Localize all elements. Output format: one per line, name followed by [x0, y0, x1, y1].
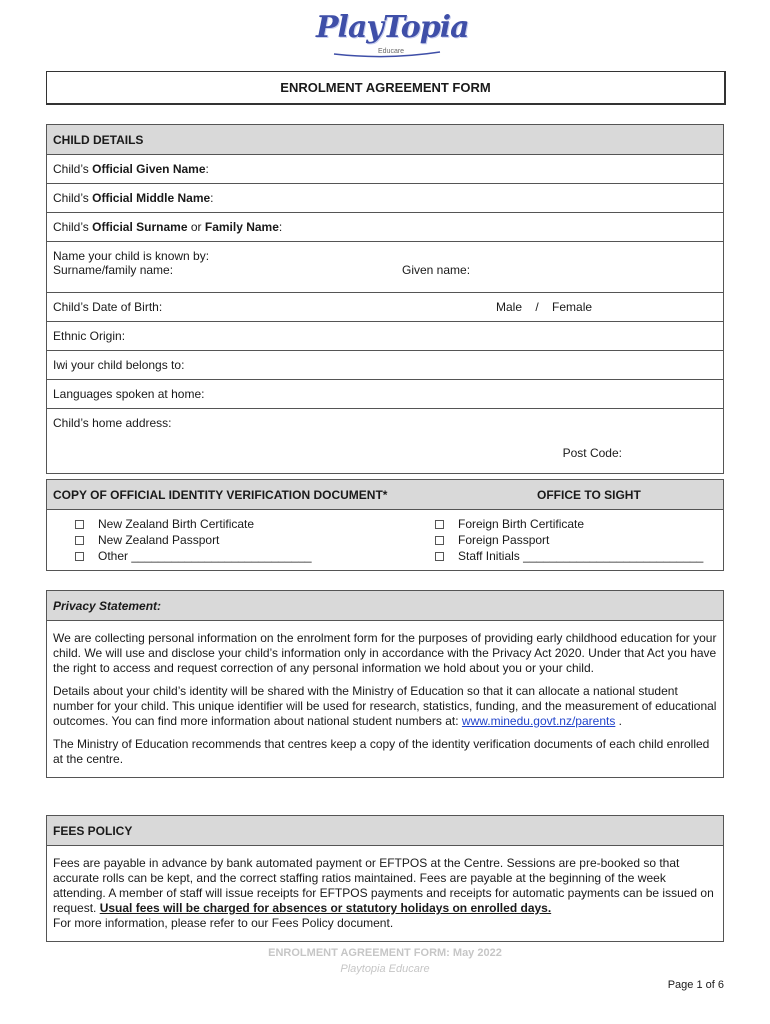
privacy-table	[46, 590, 724, 778]
checkbox-icon[interactable]	[435, 520, 444, 529]
checkbox-other[interactable]: Other ___________________________	[75, 548, 403, 564]
logo-wordmark: PlayTopia	[316, 10, 469, 45]
checkbox-foreign-passport[interactable]: Foreign Passport	[435, 532, 717, 548]
checkbox-foreign-birth-certificate[interactable]: Foreign Birth Certificate	[435, 516, 717, 532]
checkbox-icon[interactable]	[435, 536, 444, 545]
privacy-paragraph-1: We are collecting personal information on the enrolment form for the purposes of providing early childhood education for your child. We will use and disclose your child’s information only in accordance with the Privacy Act 2020. Under that Act you have the right to access and request correction of any personal information we hold about you or your child.	[53, 631, 717, 675]
identity-header: COPY OF OFFICIAL IDENTITY VERIFICATION DOCUMENT*	[47, 480, 410, 510]
checkbox-nz-birth-certificate[interactable]: New Zealand Birth Certificate	[75, 516, 403, 532]
form-title: ENROLMENT AGREEMENT FORM	[46, 71, 726, 105]
privacy-header: Privacy Statement:	[47, 591, 724, 621]
gender-choice[interactable]: Male / Female	[496, 300, 593, 314]
footer-form-name: ENROLMENT AGREEMENT FORM: May 2022	[268, 947, 502, 959]
given-name-field[interactable]: Child’s Official Given Name:	[47, 155, 724, 184]
fees-paragraph-1: Fees are payable in advance by bank automated payment or EFTPOS at the Centre. Sessions are pre-booked so that accurate rolls can be kept, and the correct staffing ratios maintained. Fees are payable at the beginning of the week attending. A member of staff will issue receipts for EFTPOS payments and receipts for automatic payments can be issued on request. Usual fees will be charged for absences or statutory holidays on enrolled days.	[53, 856, 714, 915]
iwi-field[interactable]: Iwi your child belongs to:	[47, 351, 724, 380]
checkbox-icon[interactable]	[435, 552, 444, 561]
privacy-paragraph-2: Details about your child’s identity will be shared with the Ministry of Education so that it can allocate a national student number for your child. This unique identifier will be used for research, statistics, funding, and the measurement of educational outcomes. You can find more information about national student numbers at: www.minedu.govt.nz/parents .	[53, 684, 717, 728]
checkbox-icon[interactable]	[75, 536, 84, 545]
child-details-table	[46, 124, 724, 474]
middle-name-field[interactable]: Child’s Official Middle Name:	[47, 184, 724, 213]
minedu-link[interactable]: www.minedu.govt.nz/parents	[461, 714, 616, 728]
page-number: Page 1 of 6	[667, 979, 724, 991]
known-given-label: Given name:	[402, 263, 471, 277]
checkbox-staff-initials[interactable]: Staff Initials ___________________________	[435, 548, 717, 564]
home-address-field[interactable]: Child’s home address: Post Code:	[47, 409, 724, 474]
ethnic-origin-field[interactable]: Ethnic Origin:	[47, 322, 724, 351]
fees-header: FEES POLICY	[47, 816, 724, 846]
fees-paragraph-2: For more information, please refer to our Fees Policy document.	[53, 916, 394, 930]
child-details-header: CHILD DETAILS	[47, 125, 724, 155]
privacy-paragraph-3: The Ministry of Education recommends that centres keep a copy of the identity verification documents of each child enrolled at the centre.	[53, 737, 710, 766]
identity-table	[46, 479, 724, 571]
checkbox-icon[interactable]	[75, 520, 84, 529]
logo-swoosh-icon	[332, 50, 442, 58]
checkbox-icon[interactable]	[75, 552, 84, 561]
office-to-sight-header: OFFICE TO SIGHT	[409, 480, 724, 510]
dob-field[interactable]: Child’s Date of Birth: Male / Female	[47, 293, 724, 322]
post-code-label: Post Code:	[562, 446, 622, 460]
fees-warning: Usual fees will be charged for absences or statutory holidays on enrolled days.	[99, 901, 552, 915]
footer-company: Playtopia Educare	[340, 963, 430, 975]
surname-field[interactable]: Child’s Official Surname or Family Name:	[47, 213, 724, 242]
playtopia-logo	[312, 10, 469, 62]
languages-field[interactable]: Languages spoken at home:	[47, 380, 724, 409]
fees-table	[46, 815, 724, 942]
checkbox-nz-passport[interactable]: New Zealand Passport	[75, 532, 403, 548]
logo-subtitle: Educare	[378, 48, 405, 55]
known-by-field[interactable]: Name your child is known by: Surname/family name: Given name:	[47, 242, 724, 293]
known-surname-label: Surname/family name:	[53, 263, 174, 277]
